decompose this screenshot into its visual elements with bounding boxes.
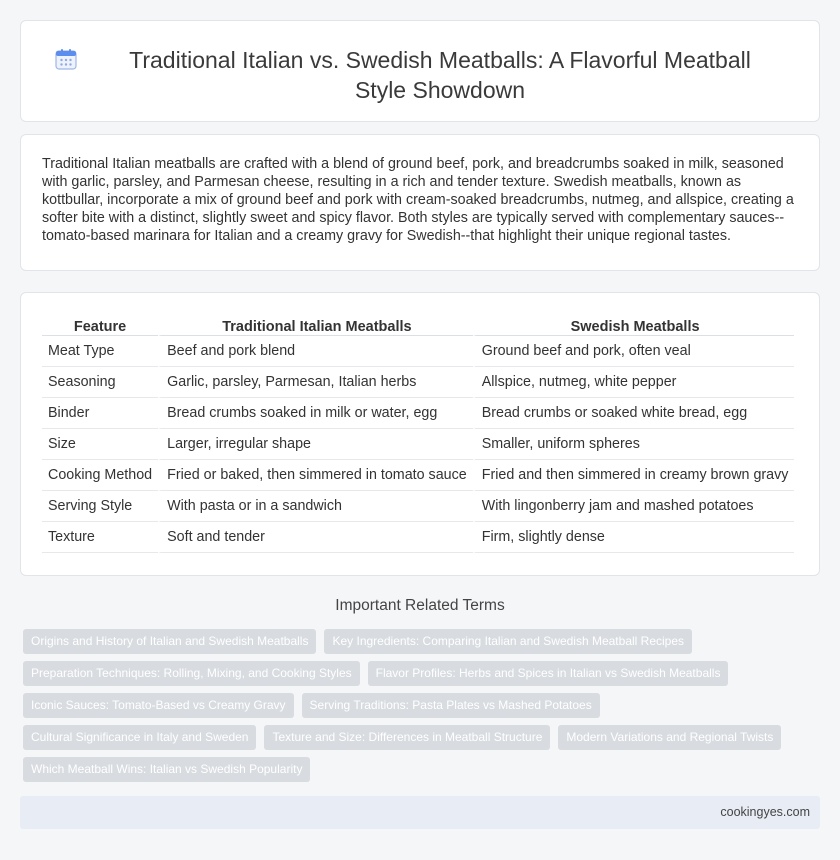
related-term-tag[interactable]: Flavor Profiles: Herbs and Spices in Italian vs Swedish Meatballs [368, 661, 729, 686]
swedish-cell: Smaller, uniform spheres [473, 429, 795, 460]
table-row [42, 429, 794, 460]
italian-cell: Bread crumbs soaked in milk or water, egg [158, 398, 473, 429]
comparison-card [20, 292, 820, 576]
italian-cell: Soft and tender [158, 522, 473, 553]
swedish-cell: Bread crumbs or soaked white bread, egg [473, 398, 795, 429]
related-term-tag[interactable]: Key Ingredients: Comparing Italian and Swedish Meatball Recipes [324, 629, 692, 654]
table-row [42, 491, 794, 522]
table-row [42, 522, 794, 553]
table-row [42, 367, 794, 398]
related-term-tag[interactable]: Iconic Sauces: Tomato-Based vs Creamy Gravy [23, 693, 294, 718]
tag-row [23, 725, 813, 750]
page-title: Traditional Italian vs. Swedish Meatballs: A Flavorful Meatball Style Showdown [129, 47, 751, 103]
header-swedish: Swedish Meatballs [473, 316, 795, 336]
table-row [42, 398, 794, 429]
italian-cell: Garlic, parsley, Parmesan, Italian herbs [158, 367, 473, 398]
italian-cell: Larger, irregular shape [158, 429, 473, 460]
related-term-tag[interactable]: Modern Variations and Regional Twists [558, 725, 781, 750]
header-italian: Traditional Italian Meatballs [158, 316, 473, 336]
related-term-tag[interactable]: Origins and History of Italian and Swedish Meatballs [23, 629, 316, 654]
table-header-row [42, 316, 794, 336]
swedish-cell: Firm, slightly dense [473, 522, 795, 553]
related-term-tag[interactable]: Texture and Size: Differences in Meatball Structure [264, 725, 550, 750]
swedish-cell: Fried and then simmered in creamy brown gravy [473, 460, 795, 491]
comparison-table [42, 316, 794, 553]
swedish-cell: Ground beef and pork, often veal [473, 336, 795, 367]
feature-cell: Meat Type [42, 336, 158, 367]
related-terms-title: Important Related Terms [335, 597, 505, 614]
swedish-cell: Allspice, nutmeg, white pepper [473, 367, 795, 398]
tag-row [23, 661, 813, 686]
tag-row [23, 629, 813, 654]
italian-cell: With pasta or in a sandwich [158, 491, 473, 522]
related-term-tag[interactable]: Cultural Significance in Italy and Sweden [23, 725, 256, 750]
related-term-tag[interactable]: Preparation Techniques: Rolling, Mixing, and Cooking Styles [23, 661, 360, 686]
tag-row [23, 693, 813, 718]
feature-cell: Cooking Method [42, 460, 158, 491]
swedish-cell: With lingonberry jam and mashed potatoes [473, 491, 795, 522]
italian-cell: Fried or baked, then simmered in tomato sauce [158, 460, 473, 491]
table-row [42, 336, 794, 367]
related-terms-list [23, 629, 813, 789]
feature-cell: Texture [42, 522, 158, 553]
table-row [42, 460, 794, 491]
feature-cell: Seasoning [42, 367, 158, 398]
intro-paragraph: Traditional Italian meatballs are crafted with a blend of ground beef, pork, and breadcrumbs soaked in milk, seasoned with garlic, parsley, and Parmesan cheese, resulting in a rich and tender texture. Swedish meatballs, known as kottbullar, incorporate a mix of ground beef and pork with cream-soaked breadcrumbs, nutmeg, and allspice, creating a softer bite with a distinct, slightly sweet and spicy flavor. Both styles are typically served with complementary sauces--tomato-based marinara for Italian and a creamy gravy for Swedish--that highlight their unique regional tastes. [42, 156, 794, 244]
header-feature: Feature [42, 316, 158, 336]
source-credit[interactable]: cookingyes.com [720, 805, 810, 819]
feature-cell: Serving Style [42, 491, 158, 522]
related-term-tag[interactable]: Which Meatball Wins: Italian vs Swedish Popularity [23, 757, 310, 782]
tag-row [23, 757, 813, 782]
footer-bar [20, 796, 820, 829]
italian-cell: Beef and pork blend [158, 336, 473, 367]
header-card [20, 20, 820, 122]
related-term-tag[interactable]: Serving Traditions: Pasta Plates vs Mashed Potatoes [302, 693, 600, 718]
feature-cell: Size [42, 429, 158, 460]
feature-cell: Binder [42, 398, 158, 429]
intro-card [20, 134, 820, 271]
